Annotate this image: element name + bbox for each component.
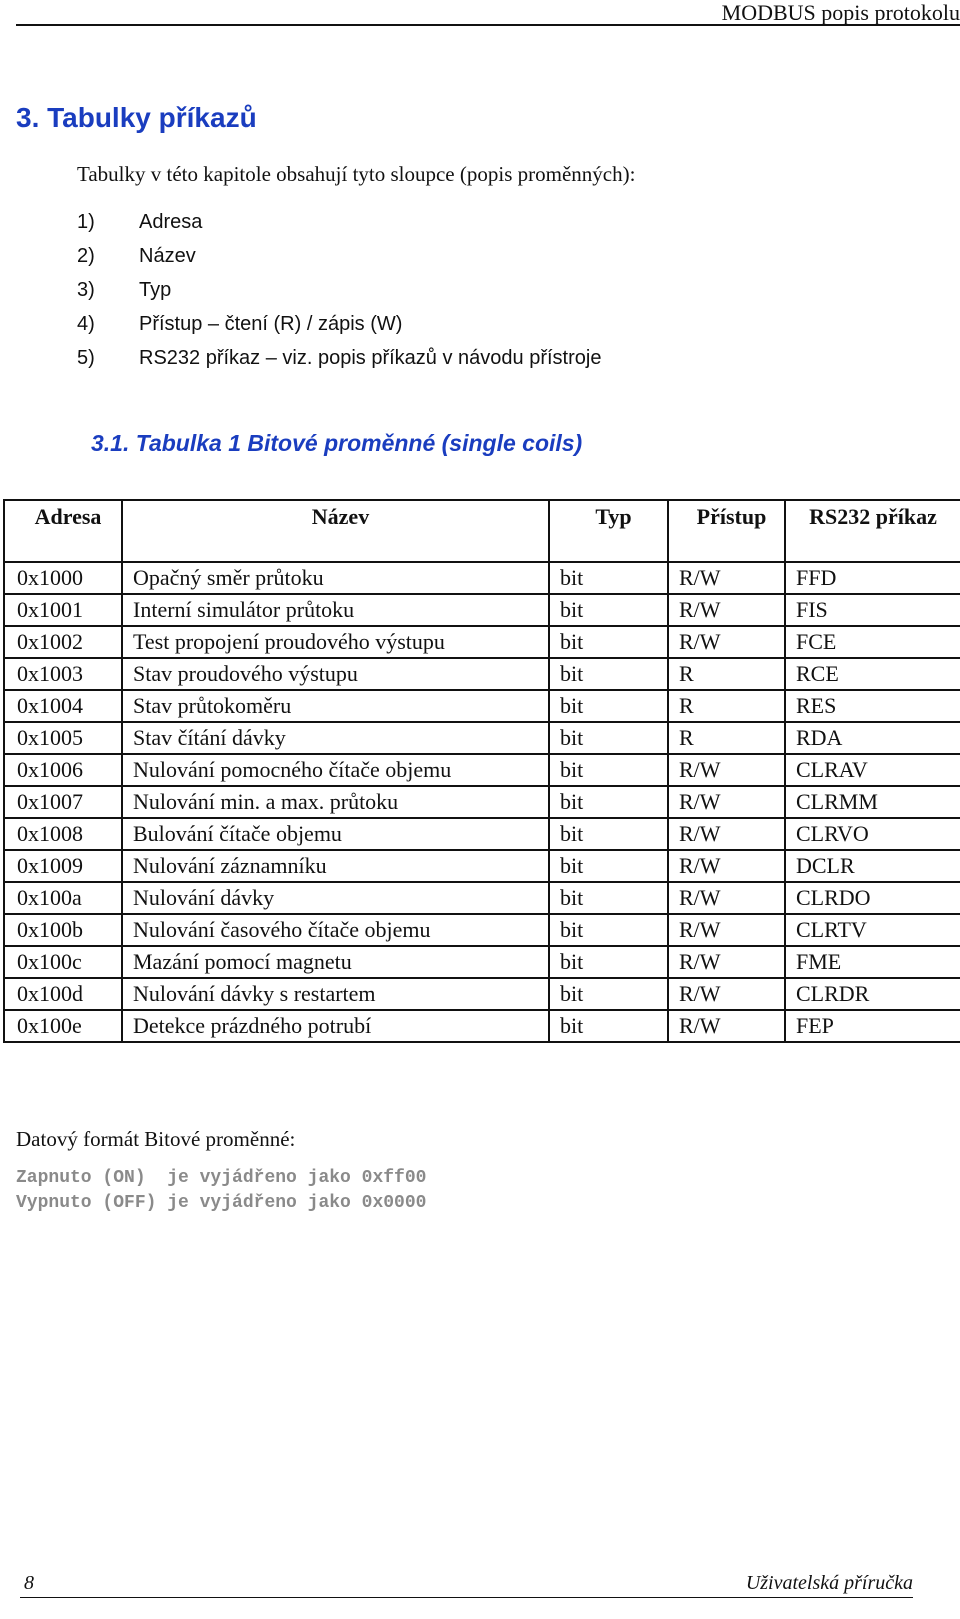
- type-cell: bit: [549, 626, 668, 658]
- rs232-cell: RES: [785, 690, 960, 722]
- rs232-cell: CLRVO: [785, 818, 960, 850]
- table-row: [4, 1010, 960, 1042]
- table-row: [4, 658, 960, 690]
- address-cell: 0x1008: [4, 818, 122, 850]
- name-cell: Nulování pomocného čítače objemu: [122, 754, 549, 786]
- name-cell: Opačný směr průtoku: [122, 562, 549, 594]
- type-cell: bit: [549, 690, 668, 722]
- address-cell: 0x1004: [4, 690, 122, 722]
- table-row: [4, 882, 960, 914]
- name-cell: Stav čítání dávky: [122, 722, 549, 754]
- list-number: 1): [77, 211, 95, 233]
- access-cell: R/W: [668, 754, 785, 786]
- address-cell: 0x1003: [4, 658, 122, 690]
- columns-list: [77, 205, 601, 375]
- address-cell: 0x100e: [4, 1010, 122, 1042]
- code-line-off: Vypnuto (OFF) je vyjádřeno jako 0x0000: [16, 1193, 427, 1213]
- name-cell: Bulování čítače objemu: [122, 818, 549, 850]
- name-cell: Test propojení proudového výstupu: [122, 626, 549, 658]
- access-cell: R/W: [668, 594, 785, 626]
- address-cell: 0x1005: [4, 722, 122, 754]
- column-header-nazev: Název: [122, 500, 549, 562]
- access-cell: R/W: [668, 850, 785, 882]
- type-cell: bit: [549, 562, 668, 594]
- list-text: Adresa: [139, 211, 203, 233]
- access-cell: R: [668, 722, 785, 754]
- section-heading: 3.1. Tabulka 1 Bitové proměnné (single coils): [91, 430, 583, 456]
- address-cell: 0x100d: [4, 978, 122, 1010]
- name-cell: Stav proudového výstupu: [122, 658, 549, 690]
- table-row: [4, 722, 960, 754]
- rs232-cell: FFD: [785, 562, 960, 594]
- table-row: [4, 594, 960, 626]
- type-cell: bit: [549, 818, 668, 850]
- table-header-row: [4, 500, 960, 562]
- name-cell: Nulování dávky: [122, 882, 549, 914]
- list-number: 5): [77, 347, 95, 369]
- list-text: Přístup – čtení (R) / zápis (W): [139, 313, 403, 335]
- coils-table: [3, 499, 960, 1043]
- table-row: [4, 754, 960, 786]
- footer-rule: [20, 1597, 913, 1598]
- list-number: 2): [77, 245, 95, 267]
- table-row: [4, 850, 960, 882]
- list-text: Název: [139, 245, 196, 267]
- column-header-adresa: Adresa: [4, 500, 122, 562]
- type-cell: bit: [549, 754, 668, 786]
- list-number: 4): [77, 313, 95, 335]
- type-cell: bit: [549, 722, 668, 754]
- access-cell: R/W: [668, 946, 785, 978]
- rs232-cell: FME: [785, 946, 960, 978]
- address-cell: 0x100c: [4, 946, 122, 978]
- name-cell: Nulování záznamníku: [122, 850, 549, 882]
- rs232-cell: FIS: [785, 594, 960, 626]
- access-cell: R/W: [668, 1010, 785, 1042]
- address-cell: 0x1000: [4, 562, 122, 594]
- type-cell: bit: [549, 658, 668, 690]
- type-cell: bit: [549, 850, 668, 882]
- access-cell: R/W: [668, 626, 785, 658]
- access-cell: R/W: [668, 882, 785, 914]
- address-cell: 0x1002: [4, 626, 122, 658]
- type-cell: bit: [549, 882, 668, 914]
- rs232-cell: CLRDO: [785, 882, 960, 914]
- type-cell: bit: [549, 1010, 668, 1042]
- footer-title: Uživatelská příručka: [745, 1572, 913, 1594]
- type-cell: bit: [549, 786, 668, 818]
- table-row: [4, 626, 960, 658]
- list-item: [77, 205, 601, 239]
- table-row: [4, 914, 960, 946]
- rs232-cell: RDA: [785, 722, 960, 754]
- rs232-cell: CLRAV: [785, 754, 960, 786]
- list-item: [77, 307, 601, 341]
- list-item: [77, 341, 601, 375]
- column-header-typ: Typ: [549, 500, 668, 562]
- rs232-cell: DCLR: [785, 850, 960, 882]
- name-cell: Nulování min. a max. průtoku: [122, 786, 549, 818]
- table-row: [4, 946, 960, 978]
- column-header-pristup: Přístup: [668, 500, 785, 562]
- rs232-cell: CLRTV: [785, 914, 960, 946]
- list-item: [77, 239, 601, 273]
- rs232-cell: RCE: [785, 658, 960, 690]
- rs232-cell: CLRDR: [785, 978, 960, 1010]
- access-cell: R/W: [668, 562, 785, 594]
- list-item: [77, 273, 601, 307]
- page-number: 8: [24, 1572, 34, 1594]
- access-cell: R: [668, 658, 785, 690]
- type-cell: bit: [549, 978, 668, 1010]
- running-header-title: MODBUS popis protokolu: [721, 0, 960, 25]
- rs232-cell: FCE: [785, 626, 960, 658]
- address-cell: 0x100a: [4, 882, 122, 914]
- access-cell: R/W: [668, 818, 785, 850]
- table-row: [4, 562, 960, 594]
- name-cell: Nulování dávky s restartem: [122, 978, 549, 1010]
- name-cell: Detekce prázdného potrubí: [122, 1010, 549, 1042]
- list-number: 3): [77, 279, 95, 301]
- chapter-intro: Tabulky v této kapitole obsahují tyto sloupce (popis proměnných):: [77, 162, 636, 186]
- address-cell: 0x1007: [4, 786, 122, 818]
- type-cell: bit: [549, 946, 668, 978]
- address-cell: 0x1001: [4, 594, 122, 626]
- data-format-label: Datový formát Bitové proměnné:: [16, 1127, 296, 1151]
- code-line-on: Zapnuto (ON) je vyjádřeno jako 0xff00: [16, 1168, 427, 1188]
- name-cell: Interní simulátor průtoku: [122, 594, 549, 626]
- access-cell: R/W: [668, 914, 785, 946]
- table-row: [4, 690, 960, 722]
- access-cell: R: [668, 690, 785, 722]
- list-text: RS232 příkaz – viz. popis příkazů v návodu přístroje: [139, 347, 602, 369]
- chapter-heading: 3. Tabulky příkazů: [16, 102, 257, 133]
- table-row: [4, 978, 960, 1010]
- rs232-cell: CLRMM: [785, 786, 960, 818]
- access-cell: R/W: [668, 978, 785, 1010]
- name-cell: Stav průtokoměru: [122, 690, 549, 722]
- type-cell: bit: [549, 914, 668, 946]
- address-cell: 0x1009: [4, 850, 122, 882]
- name-cell: Mazání pomocí magnetu: [122, 946, 549, 978]
- type-cell: bit: [549, 594, 668, 626]
- table-row: [4, 818, 960, 850]
- column-header-rs232: RS232 příkaz: [785, 500, 960, 562]
- address-cell: 0x100b: [4, 914, 122, 946]
- access-cell: R/W: [668, 786, 785, 818]
- list-text: Typ: [139, 279, 172, 301]
- address-cell: 0x1006: [4, 754, 122, 786]
- table-row: [4, 786, 960, 818]
- name-cell: Nulování časového čítače objemu: [122, 914, 549, 946]
- header-rule: [16, 24, 960, 26]
- rs232-cell: FEP: [785, 1010, 960, 1042]
